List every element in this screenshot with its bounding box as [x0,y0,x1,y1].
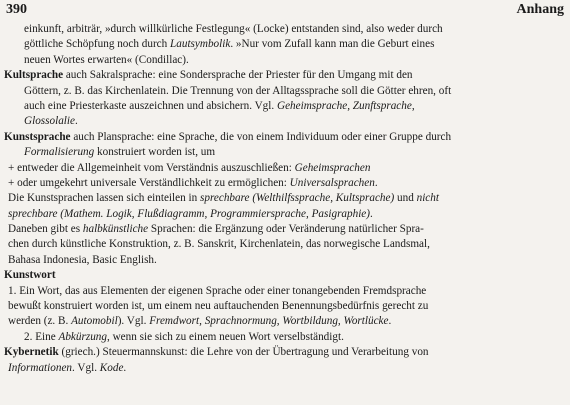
text-run: auch eine Priesterkaste auszeichnen und absichern. Vgl. [24,99,277,112]
italic-term: Geheimsprache, Zunftsprache, [276,99,415,112]
text-run: . [388,315,392,328]
italic-term: Geheimsprachen [294,161,371,174]
text-run: ). Vgl. [117,315,150,328]
text-line [4,176,566,191]
italic-term: Kode [99,361,124,374]
entry-kunstsprache [4,130,566,269]
text-run: bewußt konstruiert worden ist, um einem neu auftauchenden Benennungsbedürfnis gerecht zu [8,300,429,313]
text-line [4,314,566,329]
text-run: Bahasa Indonesia, Basic English. [8,253,157,266]
text-run: chen durch künstliche Konstruktion, z. B. Sanskrit, Kirchenlatein, das norwegische Landsmal, [8,238,430,251]
text-run: Die Kunstsprachen lassen sich einteilen in [8,192,201,205]
text-run: einkunft, arbiträr, »durch willkürliche Festlegung« (Locke) entstanden sind, also weder durch [24,23,443,35]
page-body [4,22,566,376]
text-line [4,284,566,299]
italic-term: Automobil [71,315,118,328]
italic-term: sprechbare (Welthilfssprache, Kultsprache) [200,192,395,205]
headword: Kunstwort [4,269,56,282]
text-line [4,237,566,252]
headword: Kultsprache [4,69,64,82]
text-run: 1. Ein Wort, das aus Elementen der eigenen Sprache oder einer tonangebenden Fremdsprache [8,284,427,297]
entry-kultsprache [4,68,566,130]
italic-term: Glossolalie [24,115,75,128]
text-line [4,53,566,68]
text-line [4,99,566,114]
italic-term: Lautsymbolik [170,38,231,51]
italic-term: nicht [416,192,439,205]
page-number: 390 [6,2,27,17]
text-run: . [123,361,127,374]
entry-kybernetik [4,345,566,376]
text-run: konstruiert worden ist, um [94,146,216,159]
text-run: . [374,176,378,189]
text-line [4,268,566,283]
text-line [4,299,566,314]
text-line [4,37,566,52]
italic-term: Formalisierung [24,146,95,159]
text-line [4,330,566,345]
text-run: + oder umgekehrt universale Verständlichkeit zu ermöglichen: [8,176,290,189]
text-run: . Vgl. [72,361,100,374]
text-line [4,114,566,129]
text-run: werden (z. B. [8,315,72,328]
text-run: Sprachen: die Ergänzung oder Veränderung natürlicher Spra- [148,223,424,236]
headword: Kunstsprache [4,130,71,143]
text-line [4,253,566,268]
italic-term: sprechbare (Mathem. Logik, Flußdiagramm, Programmiersprache, Pasigraphie) [8,207,370,220]
text-line [4,345,566,360]
headword: Kybernetik [4,346,59,359]
text-run: 2. Eine [24,330,59,343]
text-run: göttliche Schöpfung noch durch [24,38,171,51]
text-run: neuen Wortes erwarten« (Condillac). [24,53,189,66]
text-run: , wenn sie sich zu einem neuen Wort verselbständigt. [106,330,344,343]
text-run: Daneben gibt es [8,223,83,236]
italic-term: halbkünstliche [82,223,149,236]
text-line [4,191,566,206]
text-run: auch Sakralsprache: eine Sondersprache der Priester für den Umgang mit den [63,69,413,82]
text-line [4,145,566,160]
text-run: . »Nur vom Zufall kann man die Geburt eines [230,38,435,51]
text-run: . [74,115,78,128]
text-line [4,84,566,99]
text-run: + entweder die Allgemeinheit vom Verständnis auszuschließen: [8,161,295,174]
page-header [6,2,564,20]
text-line [4,161,566,176]
text-line [4,222,566,237]
text-run: Göttern, z. B. das Kirchenlatein. Die Trennung von der Alltagssprache soll die Götter ehren, oft [24,84,452,97]
entry-cont [4,22,566,68]
italic-term: Fremdwort, Sprachnormung, Wortbildung, Wortlücke [149,315,389,328]
text-run: . [370,207,373,220]
text-line [4,207,566,222]
text-line [4,22,566,37]
entry-kunstwort [4,268,566,345]
text-run: auch Plansprache: eine Sprache, die von einem Individuum oder einer Gruppe durch [70,130,452,143]
italic-term: Informationen [8,361,73,374]
text-run: (griech.) Steuermannskunst: die Lehre von der Übertragung und Verarbeitung von [58,346,429,359]
text-line [4,130,566,145]
running-head: Anhang [516,2,564,17]
text-line [4,361,566,376]
text-line [4,68,566,83]
italic-term: Universalsprachen [289,176,375,189]
text-run: und [394,192,417,205]
italic-term: Abkürzung [58,330,107,343]
